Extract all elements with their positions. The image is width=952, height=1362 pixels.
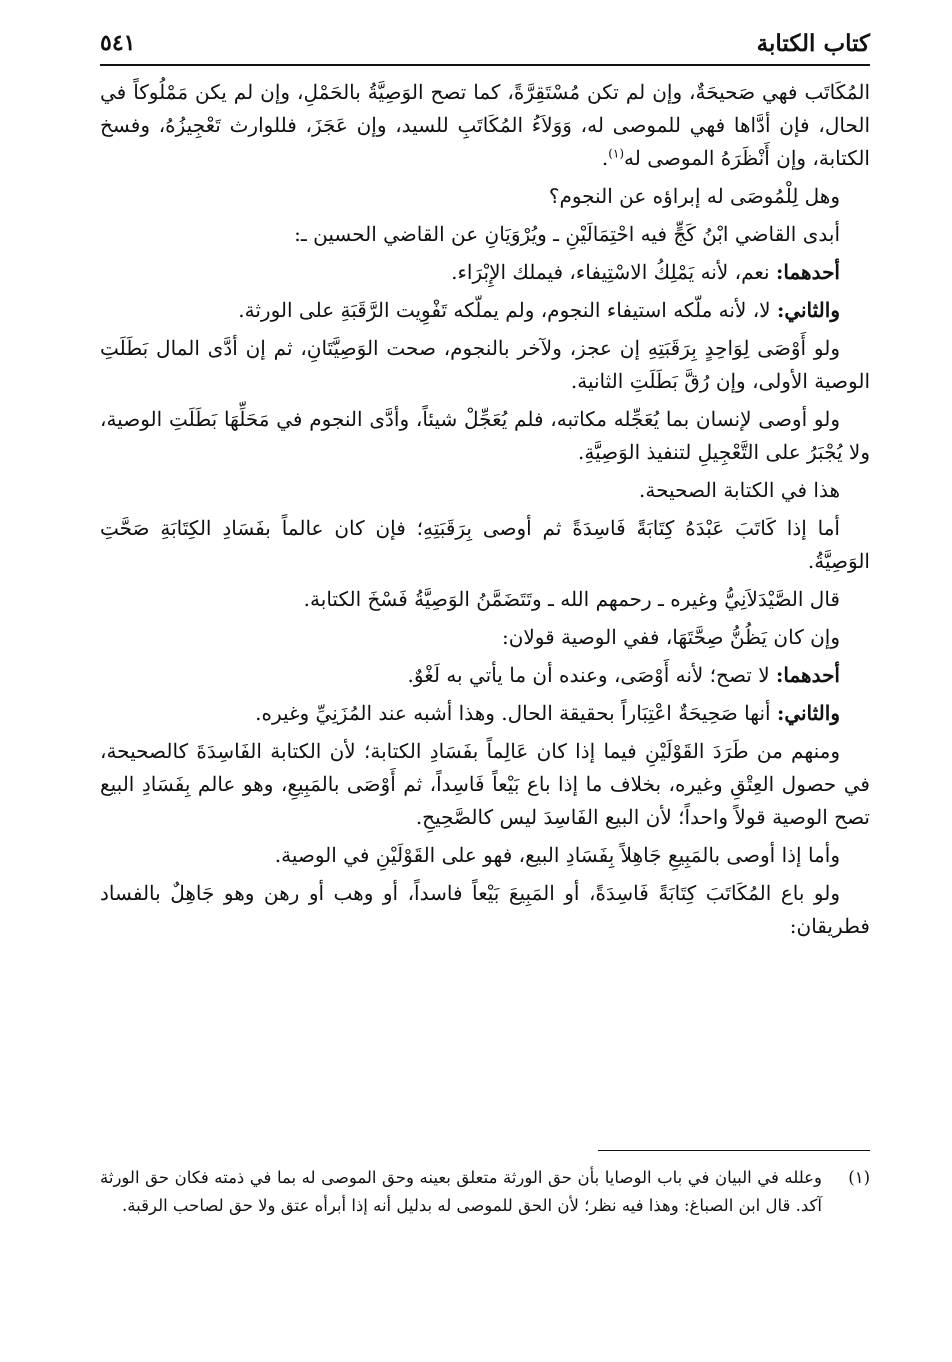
paragraph: أحدهما: لا تصح؛ لأنه أَوْصَى، وعنده أن ما يأتي به لَغْوٌ. (407, 663, 840, 687)
lead-term: والثاني: (776, 298, 840, 322)
footnote-number: (١) (848, 1168, 870, 1187)
paragraph: المُكَاتَب فهي صَحيحَةٌ، وإن لم تكن مُسْتَقِرَّةً، كما تصح الوَصِيَّةُ بالحَمْلِ، وإن لم يكن مَمْلُوكاً في الحال، فإن أدَّاها فهي للموصى له، وَوَلاَءُ المُكَاتَبِ للسيد، وإن عَجَزَ، فللوارث تَعْجِيزُهُ، وفسخ الكتابة، وإن أَنْظَرَهُ الموصى له$^{(١)}$. (100, 80, 870, 170)
paragraph: أبدى القاضي ابْنُ كَجٍّ فيه احْتِمَالَيْنِ ـ ويُرْوَيَانِ عن القاضي الحسين ـ: (294, 222, 840, 246)
paragraph: ولو أوصى لإنسان بما يُعَجِّله مكاتبه، فلم يُعَجِّلْ شيئاً، وأدَّى النجوم في مَحَلِّهَا بَطَلَتِ الوصية، ولا يُجْبَرُ على التَّعْجِيلِ لتنفيذ الوَصِيَّةِ. (100, 407, 870, 464)
footnotes (100, 1164, 870, 1220)
lead-term: والثاني: (776, 701, 840, 725)
paragraph: وإن كان يَظُنُّ صِحَّتَهَا، ففي الوصية قولان: (501, 625, 840, 649)
footnote-ref[interactable]: (١) (608, 146, 625, 161)
paragraph: ولو أَوْصَى لِوَاحِدٍ بِرَقَبَتِهِ إن عجز، ولآخر بالنجوم، صحت الوَصِيَّتَانِ، ثم إن أدَّى المال بَطَلَتِ الوصية الأولى، وإن رُقَّ بَطَلَتِ الثانية. (100, 336, 870, 393)
main-text (100, 76, 870, 948)
paragraph: والثاني: لا، لأنه ملّكه استيفاء النجوم، ولم يملّكه تَفْوِيت الرَّقَبَةِ على الورثة. (238, 298, 840, 322)
paragraph: ولو باع المُكَاتَبَ كِتَابَةً فَاسِدَةً، أو المَبِيعَ بَيْعاً فاسداً، أو وهب أو رهن وهو جَاهِلٌ بالفساد فطريقان: (100, 881, 870, 938)
page-number: ٥٤١ (100, 30, 136, 56)
running-header (100, 22, 870, 64)
paragraph: أحدهما: نعم، لأنه يَمْلِكُ الاسْتِيفاء، فيملك الإِبْرَاء. (451, 260, 840, 284)
lead-term: أحدهما: (775, 260, 840, 284)
lead-term: أحدهما: (775, 663, 840, 687)
paragraph: والثاني: أنها صَحِيحَةٌ اعْتِبَاراً بحقيقة الحال. وهذا أشبه عند المُزَنِيِّ وغيره. (255, 701, 840, 725)
paragraph: وأما إذا أوصى بالمَبِيعِ جَاهِلاً بِفَسَادِ البيع، فهو على القَوْلَيْنِ في الوصية. (274, 843, 840, 867)
paragraph: قال الصَّيْدَلاَنِيُّ وغيره ـ رحمهم الله ـ وتَتَضَمَّنُ الوَصِيَّةُ فَسْخَ الكتابة. (303, 587, 840, 611)
paragraph: هذا في الكتابة الصحيحة. (639, 478, 840, 502)
footnote-separator (598, 1150, 870, 1151)
paragraph: ومنهم من طَرَدَ القَوْلَيْنِ فيما إذا كان عَالِماً بفَسَادِ الكتابة؛ لأن الكتابة الفَاسِدَةَ كالصحيحة، في حصول العِتْقِ وغيره، بخلاف ما إذا باع بَيْعاً فَاسِداً، ثم أَوْصَى بالمَبِيعِ، وهو عالم بِفَسَادِ البيع تصح الوصية قولاً واحداً؛ لأن البيع الفَاسِدَ ليس كالصَّحِيحِ. (100, 739, 870, 829)
footnote-text: وعلله في البيان في باب الوصايا بأن حق الورثة متعلق بعينه وحق الموصى له بما في ذمته فكان حق الورثة آكد. قال ابن الصباغ: وهذا فيه نظر؛ لأن الحق للموصى له بدليل أنه إذا أبرأه عتق ولا حق لصاحب الرقبة. (100, 1168, 822, 1215)
paragraph: أما إذا كَاتَبَ عَبْدَهُ كِتَابَةً فَاسِدَةً ثم أوصى بِرَقَبَتِهِ؛ فإن كان عالماً بفَسَادِ الكِتَابَةِ صَحَّتِ الوَصِيَّةُ. (100, 516, 870, 573)
footnote (100, 1164, 870, 1220)
chapter-title: كتاب الكتابة (756, 30, 870, 57)
header-rule (100, 64, 870, 66)
paragraph: وهل لِلْمُوصَى له إبراؤه عن النجوم؟ (548, 184, 840, 208)
